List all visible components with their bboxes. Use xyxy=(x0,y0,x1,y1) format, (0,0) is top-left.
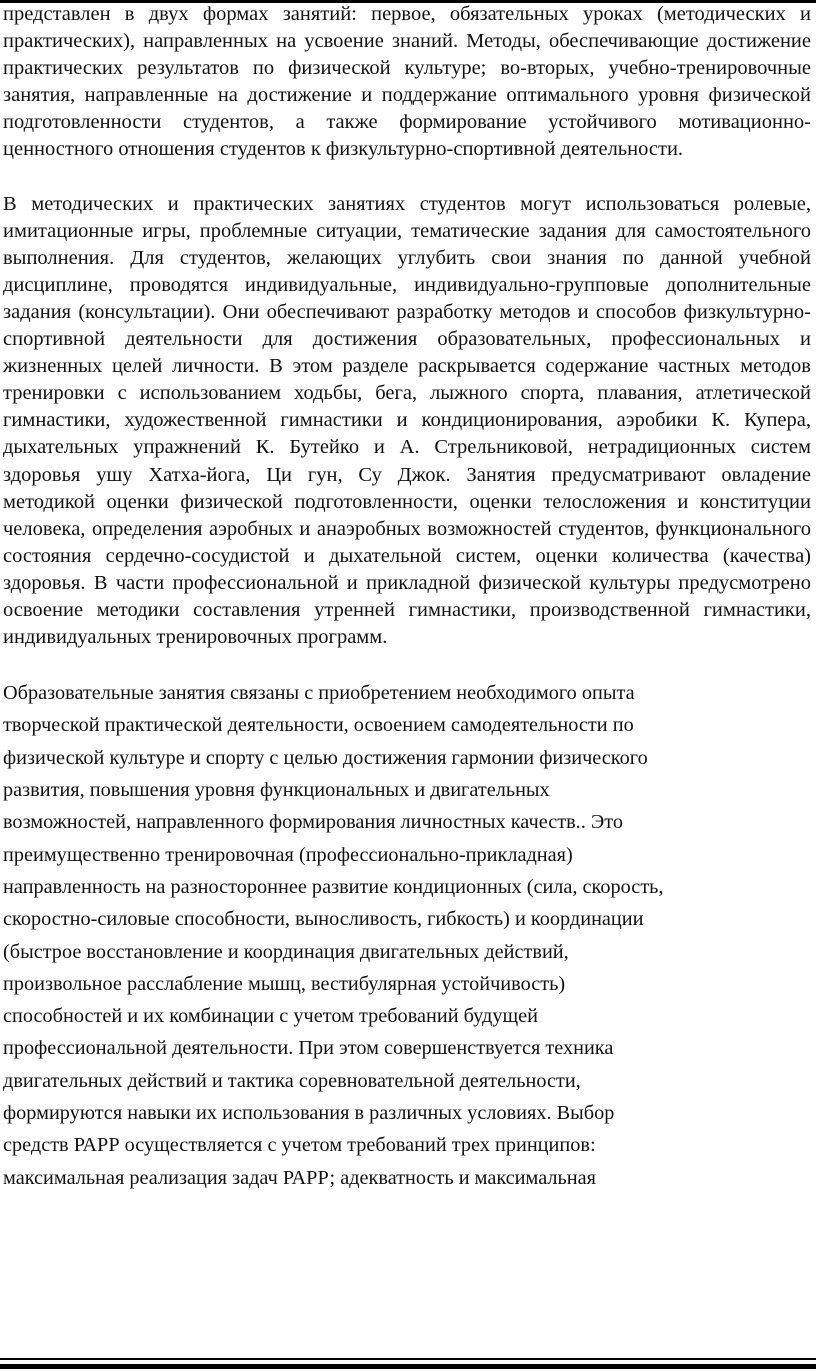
text-line: Образовательные занятия связаны с приобретением необходимого опыта xyxy=(3,682,635,705)
bottom-border-rule-thin xyxy=(0,1358,816,1360)
text-line: формируются навыки их использования в различных условиях. Выбор xyxy=(3,1102,615,1125)
paragraph-2: В методических и практических занятиях студентов могут использоваться ролевые, имитационные игры, проблемные ситуации, тематические задания для самостоятельного выполнения. Для студентов, желающих углубить свои знания по данной учебной дисциплине, проводятся индивидуальные, индивидуально-групповые дополнительные задания (консультации). Они обеспечивают разработку методов и способов физкультурно-спортивной деятельности для достижения образовательных, профессиональных и жизненных целей личности. В этом разделе раскрывается содержание частных методов тренировки с использованием ходьбы, бега, лыжного спорта, плавания, атлетической гимнастики, художественной гимнастики и кондиционирования, аэробики К. Купера, дыхательных упражнений К. Бутейко и А. Стрельниковой, нетрадиционных систем здоровья ушу Хатха-йога, Ци гун, Су Джок. Занятия предусматривают овладение методикой оценки физической подготовленности, оценки телосложения и конституции человека, определения аэробных и анаэробных возможностей студентов, функционального состояния сердечно-сосудистой и дыхательной систем, оценки количества (качества) здоровья. В части профессиональной и прикладной физической культуры предусмотрено освоение методики составления утренней гимнастики, производственной гимнастики, индивидуальных тренировочных программ. xyxy=(3,192,811,649)
text-line: скоростно-силовые способности, выносливость, гибкость) и координации xyxy=(3,908,644,931)
text-line: физической культуре и спорту с целью достижения гармонии физического xyxy=(3,746,648,769)
document-body xyxy=(3,1,811,1194)
text-line: возможностей, направленного формирования личностных качеств.. Это xyxy=(3,811,623,834)
paragraph-spacer xyxy=(3,651,811,677)
text-line: (быстрое восстановление и координация двигательных действий, xyxy=(3,940,569,963)
text-line: развития, повышения уровня функциональных и двигательных xyxy=(3,779,550,802)
text-line: профессиональной деятельности. При этом совершенствуется техника xyxy=(3,1037,614,1060)
text-line: двигательных действий и тактика соревновательной деятельности, xyxy=(3,1069,581,1092)
paragraph-3 xyxy=(3,677,811,1194)
text-line: способностей и их комбинации с учетом требований будущей xyxy=(3,1005,538,1028)
text-line: произвольное расслабление мышц, вестибулярная устойчивость) xyxy=(3,972,566,995)
paragraph-spacer xyxy=(3,164,811,191)
text-line: максимальная реализация задач РАРР; адекватность и максимальная xyxy=(3,1166,596,1189)
text-line: преимущественно тренировочная (профессионально-прикладная) xyxy=(3,843,573,866)
paragraph-1: представлен в двух формах занятий: первое, обязательных уроках (методических и практических), направленных на усвоение знаний. Методы, обеспечивающие достижение практических результатов по физической культуре; во-вторых, учебно-тренировочные занятия, направленные на достижение и поддержание оптимального уровня физической подготовленности студентов, а также формирование устойчивого мотивационно-ценностного отношения студентов к физкультурно-спортивной деятельности. xyxy=(3,3,811,161)
text-line: творческой практической деятельности, освоением самодеятельности по xyxy=(3,714,634,737)
text-line: направленность на разностороннее развитие кондиционных (сила, скорость, xyxy=(3,875,664,898)
bottom-border-rule-thick xyxy=(0,1364,816,1369)
text-line: средств РАРР осуществляется с учетом требований трех принципов: xyxy=(3,1134,596,1157)
